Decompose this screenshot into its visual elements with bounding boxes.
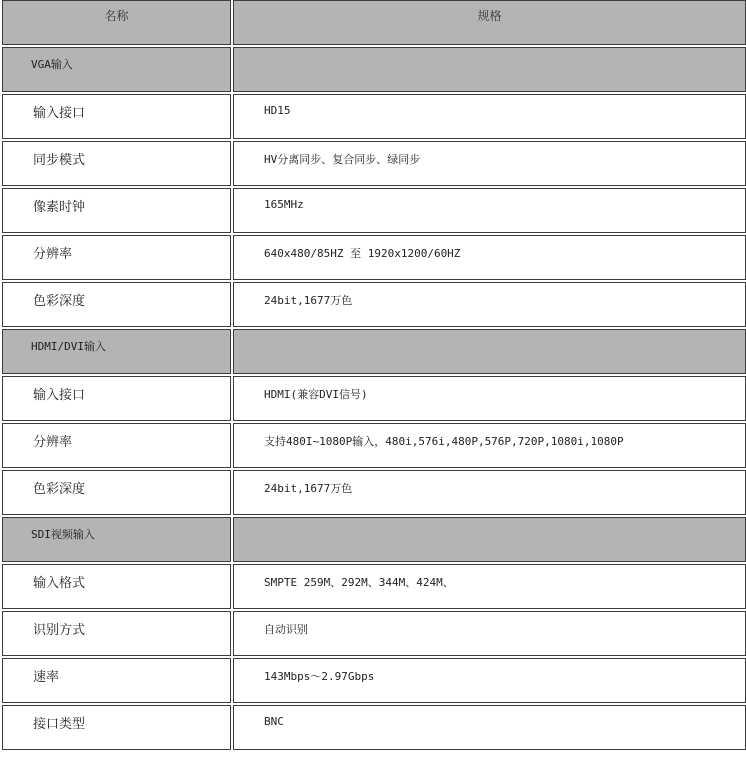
spec-value: 24bit,1677万色 [233, 470, 746, 515]
spec-name: 输入格式 [2, 564, 231, 609]
spec-name: 接口类型 [2, 705, 231, 750]
table-row [2, 423, 746, 468]
table-row [2, 235, 746, 280]
table-row [2, 470, 746, 515]
table-row [2, 564, 746, 609]
spec-name: 分辨率 [2, 235, 231, 280]
header-spec-cell: 规格 [233, 0, 746, 45]
spec-name: 输入接口 [2, 376, 231, 421]
table-header-row [2, 0, 746, 45]
spec-value: 640x480/85HZ 至 1920x1200/60HZ [233, 235, 746, 280]
spec-name: 识别方式 [2, 611, 231, 656]
spec-value: BNC [233, 705, 746, 750]
spec-value: HD15 [233, 94, 746, 139]
table-row [2, 376, 746, 421]
table-row [2, 141, 746, 186]
spec-name: 输入接口 [2, 94, 231, 139]
section-blank-cell [233, 329, 746, 374]
spec-value: SMPTE 259M、292M、344M、424M、 [233, 564, 746, 609]
section-row-sdi [2, 517, 746, 562]
spec-name: 速率 [2, 658, 231, 703]
section-blank-cell [233, 517, 746, 562]
spec-value: 24bit,1677万色 [233, 282, 746, 327]
spec-value: 165MHz [233, 188, 746, 233]
table-row [2, 94, 746, 139]
section-blank-cell [233, 47, 746, 92]
spec-value: 自动识别 [233, 611, 746, 656]
section-title: HDMI/DVI输入 [2, 329, 231, 374]
section-row-hdmi-dvi [2, 329, 746, 374]
spec-value: HV分离同步、复合同步、绿同步 [233, 141, 746, 186]
spec-name: 色彩深度 [2, 470, 231, 515]
table-row [2, 282, 746, 327]
section-row-vga [2, 47, 746, 92]
spec-value: 143Mbps～2.97Gbps [233, 658, 746, 703]
spec-name: 同步模式 [2, 141, 231, 186]
spec-name: 分辨率 [2, 423, 231, 468]
spec-name: 色彩深度 [2, 282, 231, 327]
spec-value: 支持480I~1080P输入，480i,576i,480P,576P,720P,1080i,1080P [233, 423, 746, 468]
spec-name: 像素时钟 [2, 188, 231, 233]
table-row [2, 705, 746, 750]
header-name-cell: 名称 [2, 0, 231, 45]
table-row [2, 188, 746, 233]
spec-value: HDMI(兼容DVI信号) [233, 376, 746, 421]
table-row [2, 658, 746, 703]
table-row [2, 611, 746, 656]
section-title: SDI视频输入 [2, 517, 231, 562]
section-title: VGA输入 [2, 47, 231, 92]
